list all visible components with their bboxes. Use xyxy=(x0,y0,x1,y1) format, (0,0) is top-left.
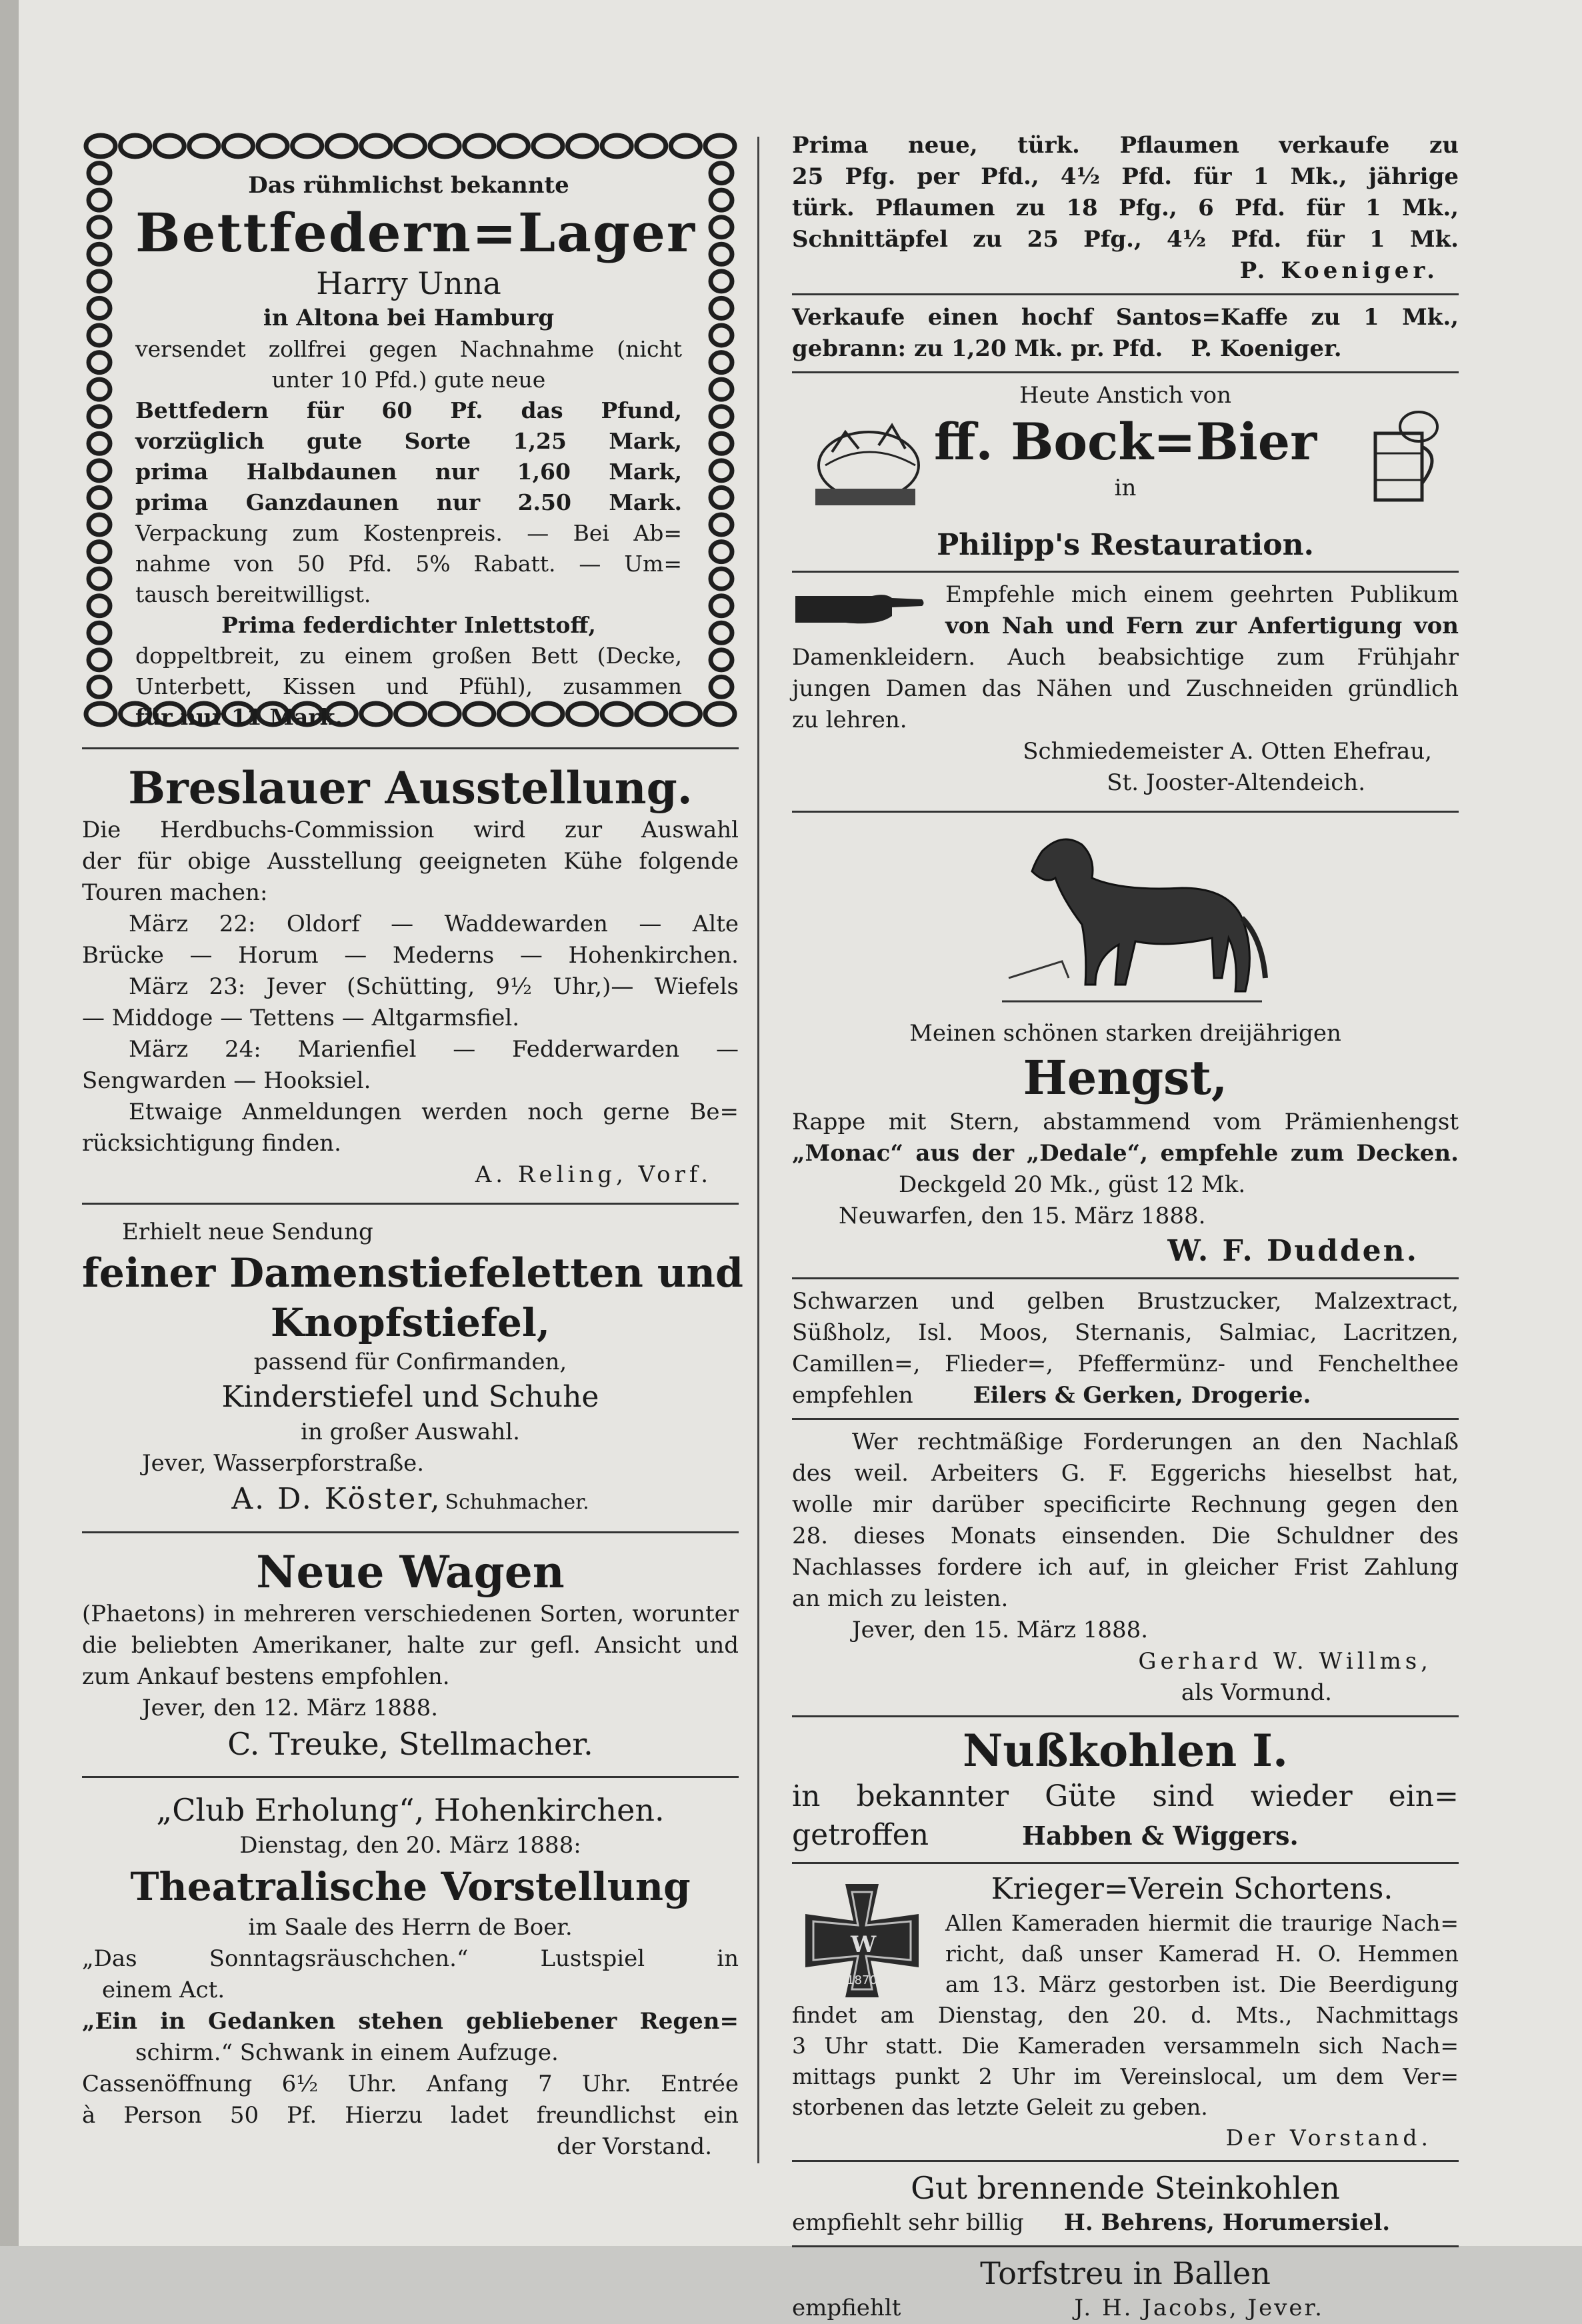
krieger-text: 3 Uhr statt. Die Kameraden versammeln sich Nach= xyxy=(792,2033,1459,2059)
koester-signature xyxy=(82,1479,739,1519)
bettfedern-ad xyxy=(82,130,739,730)
border-ring xyxy=(89,596,110,616)
club-text: à Person 50 Pf. Hierzu ladet freundlichst ein xyxy=(82,2102,739,2129)
club-signature: der Vorstand. xyxy=(557,2133,712,2160)
nuss-signature: Habben & Wiggers. xyxy=(1022,1821,1299,1851)
bett-text: Verpackung zum Kostenpreis. — Bei Ab= xyxy=(135,520,682,546)
hengst-title: Hengst, xyxy=(1023,1050,1228,1105)
club-date: Dienstag, den 20. März 1888: xyxy=(239,1832,581,1859)
hengst-text: Deckgeld 20 Mk., güst 12 Mk. xyxy=(899,1171,1246,1198)
border-ring xyxy=(89,677,110,697)
nachlass-text: Nachlasses fordere ich auf, in gleicher Frist Zahlung xyxy=(792,1554,1459,1581)
breslau-title: Breslauer Ausstellung. xyxy=(128,762,693,814)
koester-heading: feiner Damenstiefeletten und xyxy=(82,1250,743,1297)
otten-text: jungen Damen das Nähen und Zuschneiden gründlich xyxy=(792,675,1459,702)
kaffee-ad xyxy=(792,302,1459,365)
border-ring xyxy=(711,487,732,507)
border-ring xyxy=(89,325,110,345)
newspaper-page xyxy=(19,0,1582,2321)
border-ring xyxy=(89,542,110,562)
border-ring xyxy=(189,135,219,157)
eilers-text xyxy=(792,1380,1459,1411)
breslau-text: Die Herdbuchs-Commission wird zur Auswahl xyxy=(82,817,739,843)
breslau-text: rücksichtigung finden. xyxy=(82,1130,341,1157)
krieger-text: am 13. März gestorben ist. Die Beerdigung xyxy=(945,1971,1459,1997)
border-ring xyxy=(499,135,528,157)
divider xyxy=(792,1862,1459,1864)
border-ring xyxy=(637,135,666,157)
torfstreu-ad xyxy=(792,2254,1459,2324)
wagen-title: Neue Wagen xyxy=(256,1546,565,1598)
wagen-ad xyxy=(82,1545,739,1764)
border-ring xyxy=(223,135,253,157)
border-ring xyxy=(89,515,110,535)
goat-barrel-illustration xyxy=(805,412,929,512)
krieger-text: richt, daß unser Kamerad H. O. Hemmen xyxy=(945,1941,1459,1967)
koester-ad xyxy=(82,1217,743,1519)
nachlass-ad xyxy=(792,1427,1459,1709)
krieger-ad xyxy=(792,1871,1459,2153)
pflaumen-signature: P. Koeniger. xyxy=(1239,257,1439,284)
border-ring xyxy=(711,596,732,616)
otten-text: von Nah und Fern zur Anfertigung von xyxy=(945,613,1459,639)
right-column xyxy=(792,130,1459,2324)
krieger-text: storbenen das letzte Geleit zu geben. xyxy=(792,2094,1208,2120)
border-ring xyxy=(533,135,563,157)
border-ring xyxy=(711,298,732,318)
adjacent-page-edge xyxy=(0,0,21,2246)
border-ring xyxy=(711,271,732,291)
club-name: „Club Erholung“, Hohenkirchen. xyxy=(156,1792,665,1828)
club-venue: im Saale des Herrn de Boer. xyxy=(248,1914,573,1941)
bett-price-line: Bettfedern für 60 Pf. das Pfund, xyxy=(135,397,682,423)
divider xyxy=(792,1418,1459,1420)
divider xyxy=(82,1203,739,1205)
bock-venue: Philipp's Restauration. xyxy=(937,528,1314,562)
kaffee-price: gebrann: zu 1,20 Mk. pr. Pfd. xyxy=(792,335,1163,362)
divider xyxy=(792,811,1459,813)
border-ring xyxy=(89,271,110,291)
breslau-tour: Brücke — Horum — Mederns — Hohenkirchen. xyxy=(82,942,739,969)
beer-stein-illustration xyxy=(1365,407,1445,507)
nachlass-text: 28. dieses Monats einsenden. Die Schuldner des xyxy=(792,1523,1459,1549)
border-ring xyxy=(155,135,184,157)
left-column xyxy=(82,130,743,2163)
border-ring xyxy=(711,569,732,589)
border-ring xyxy=(430,135,459,157)
breslau-tour: März 23: Jever (Schütting, 9½ Uhr,)— Wiefels xyxy=(129,973,739,1000)
border-ring xyxy=(711,244,732,264)
divider xyxy=(792,1715,1459,1717)
nachlass-date: Jever, den 15. März 1888. xyxy=(852,1617,1149,1643)
border-ring xyxy=(361,135,391,157)
wagen-signature: C. Treuke, Stellmacher. xyxy=(227,1726,593,1762)
border-ring xyxy=(396,135,425,157)
kohlen-text: empfiehlt sehr billig xyxy=(792,2209,1024,2236)
border-ring xyxy=(89,433,110,453)
wagen-text: zum Ankauf bestens empfohlen. xyxy=(82,1663,450,1690)
pflaumen-text: Schnittäpfel zu 25 Pfg., 4½ Pfd. für 1 Mk. xyxy=(792,226,1459,253)
eilers-text: Süßholz, Isl. Moos, Sternanis, Salmiac, Lacritzen, xyxy=(792,1319,1459,1346)
border-ring xyxy=(89,650,110,670)
border-ring xyxy=(258,135,287,157)
breslau-tour: — Middoge — Tettens — Altgarmsfiel. xyxy=(82,1005,520,1031)
border-ring xyxy=(711,433,732,453)
border-ring xyxy=(89,407,110,427)
kaffee-text xyxy=(792,333,1459,365)
nachlass-text: an mich zu leisten. xyxy=(792,1585,1009,1612)
club-text: „Ein in Gedanken stehen gebliebener Regen= xyxy=(82,2008,739,2035)
bock-title: ff. Bock=Bier xyxy=(933,412,1317,471)
nachlass-role: als Vormund. xyxy=(1181,1679,1332,1706)
hengst-text: „Monac“ aus der „Dedale“, empfehle zum Decken. xyxy=(792,1140,1459,1167)
steinkohlen-ad xyxy=(792,2169,1459,2239)
bett-text: doppeltbreit, zu einem großen Bett (Decke, xyxy=(135,643,682,669)
kohlen-signature: H. Behrens, Horumersiel. xyxy=(1063,2209,1391,2236)
eilers-recommend: empfehlen xyxy=(792,1382,913,1409)
divider xyxy=(792,1277,1459,1279)
hengst-signature: W. F. Dudden. xyxy=(1167,1234,1419,1268)
otten-address: St. Jooster-Altendeich. xyxy=(1107,769,1365,796)
divider xyxy=(792,371,1459,373)
bett-text: Unterbett, Kissen und Pfühl), zusammen xyxy=(135,673,682,699)
bett-location: in Altona bei Hamburg xyxy=(263,305,555,331)
krieger-text: Allen Kameraden hiermit die traurige Nach= xyxy=(945,1910,1459,1936)
koester-text: passend für Confirmanden, xyxy=(253,1349,567,1375)
koester-heading: Knopfstiefel, xyxy=(270,1300,551,1345)
pflaumen-text: 25 Pfg. per Pfd., 4½ Pfd. für 1 Mk., jährige xyxy=(792,163,1459,190)
border-ring xyxy=(711,353,732,373)
eilers-text: Camillen=, Flieder=, Pfeffermünz- und Fenchelthee xyxy=(792,1351,1459,1377)
border-ring xyxy=(711,515,732,535)
pflaumen-ad xyxy=(792,130,1459,287)
krieger-signature: Der Vorstand. xyxy=(1225,2125,1432,2151)
border-ring xyxy=(711,650,732,670)
border-ring xyxy=(602,135,631,157)
border-ring xyxy=(465,135,494,157)
nachlass-text: des weil. Arbeiters G. F. Eggerichs hieselbst hat, xyxy=(792,1460,1459,1487)
border-ring xyxy=(293,135,322,157)
otten-text: zu lehren. xyxy=(792,707,907,733)
bett-inlett: Prima federdichter Inlettstoff, xyxy=(221,612,596,638)
cross-year: 1870 xyxy=(847,1973,877,1987)
border-ring xyxy=(711,623,732,643)
border-ring xyxy=(89,244,110,264)
hengst-date: Neuwarfen, den 15. März 1888. xyxy=(839,1203,1206,1229)
border-ring xyxy=(671,135,700,157)
koester-heading: Kinderstiefel und Schuhe xyxy=(221,1380,599,1414)
kaffee-text: Verkaufe einen hochf Santos=Kaffe zu 1 Mk., xyxy=(792,304,1459,331)
border-ring xyxy=(711,379,732,399)
wagen-date: Jever, den 12. März 1888. xyxy=(142,1695,439,1721)
border-ring xyxy=(89,190,110,210)
border-ring xyxy=(121,135,150,157)
bett-text: für nur 11 Mark. xyxy=(135,704,343,730)
border-ring xyxy=(89,487,110,507)
border-ring xyxy=(711,190,732,210)
otten-text: Empfehle mich einem geehrten Publikum xyxy=(945,581,1459,608)
bett-price-line: prima Halbdaunen nur 1,60 Mark, xyxy=(135,459,682,485)
border-ring xyxy=(711,461,732,481)
koester-address: Jever, Wasserpforstraße. xyxy=(142,1450,425,1477)
eilers-text: Schwarzen und gelben Brustzucker, Malzextract, xyxy=(792,1288,1459,1315)
divider xyxy=(792,571,1459,573)
hengst-ad xyxy=(792,825,1459,1271)
eilers-signature: Eilers & Gerken, Drogerie. xyxy=(973,1382,1311,1409)
border-ring xyxy=(711,325,732,345)
border-ring xyxy=(711,407,732,427)
divider xyxy=(82,1531,739,1533)
border-ring xyxy=(89,353,110,373)
border-ring xyxy=(89,379,110,399)
torf-text: empfiehlt xyxy=(792,2295,901,2321)
divider xyxy=(792,2160,1459,2162)
wagen-text: (Phaetons) in mehreren verschiedenen Sorten, worunter xyxy=(82,1601,739,1627)
club-ad xyxy=(82,1790,739,2163)
koester-name: A. D. Köster, xyxy=(231,1482,442,1516)
pflaumen-text: türk. Pflaumen zu 18 Pfg., 6 Pfd. für 1 Mk., xyxy=(792,195,1459,221)
krieger-text: findet am Dienstag, den 20. d. Mts., Nachmittags xyxy=(792,2002,1459,2028)
bett-company: Harry Unna xyxy=(316,265,501,301)
border-ring xyxy=(89,163,110,183)
koester-trade: Schuhmacher. xyxy=(445,1491,589,1514)
divider xyxy=(82,747,739,749)
torf-title: Torfstreu in Ballen xyxy=(980,2255,1271,2291)
border-ring xyxy=(89,623,110,643)
border-ring xyxy=(568,135,597,157)
border-ring xyxy=(711,217,732,237)
breslau-text: Etwaige Anmeldungen werden noch gerne Be= xyxy=(129,1099,739,1125)
iron-cross-icon xyxy=(799,1877,925,2004)
breslau-text: Touren machen: xyxy=(82,879,268,906)
bett-text: unter 10 Pfd.) gute neue xyxy=(271,367,546,393)
column-divider xyxy=(757,137,759,2163)
border-ring xyxy=(705,135,735,157)
border-ring xyxy=(86,703,115,725)
divider xyxy=(82,1776,739,1778)
bett-title: Bettfedern=Lager xyxy=(135,201,696,264)
pflaumen-text: Prima neue, türk. Pflaumen verkaufe zu xyxy=(792,132,1459,159)
kaffee-signature: P. Koeniger. xyxy=(1191,335,1342,362)
nachlass-signature: Gerhard W. Willms, xyxy=(1138,1648,1432,1675)
otten-signature: Schmiedemeister A. Otten Ehefrau, xyxy=(1023,738,1432,765)
bockbier-ad xyxy=(792,380,1459,527)
koester-intro: Erhielt neue Sendung xyxy=(122,1219,373,1245)
wagen-text: die beliebten Amerikaner, halte zur gefl. Ansicht und xyxy=(82,1632,739,1659)
krieger-title: Krieger=Verein Schortens. xyxy=(991,1872,1393,1906)
divider xyxy=(792,2245,1459,2247)
hengst-text: Rappe mit Stern, abstammend vom Prämienhengst xyxy=(792,1109,1459,1135)
border-ring xyxy=(711,542,732,562)
breslau-signature: A. Reling, Vorf. xyxy=(475,1161,712,1188)
club-text: Cassenöffnung 6½ Uhr. Anfang 7 Uhr. Entrée xyxy=(82,2071,739,2097)
breslau-tour: Sengwarden — Hooksiel. xyxy=(82,1067,371,1094)
nusskohlen-ad xyxy=(792,1724,1459,1855)
border-ring xyxy=(89,461,110,481)
nuss-title: Nußkohlen I. xyxy=(962,1725,1289,1777)
club-text: einem Act. xyxy=(102,1977,225,2003)
nuss-text: in bekannter Güte sind wieder ein= xyxy=(792,1779,1459,1813)
breslau-tour: März 24: Marienfiel — Fedderwarden — xyxy=(129,1036,739,1063)
koester-text: in großer Auswahl. xyxy=(301,1419,520,1445)
horse-illustration xyxy=(982,825,1269,1018)
bett-text: versendet zollfrei gegen Nachnahme (nicht xyxy=(135,336,682,362)
nachlass-text: wolle mir darüber specificirte Rechnung gegen den xyxy=(792,1491,1459,1518)
border-ring xyxy=(711,163,732,183)
border-ring xyxy=(705,703,735,725)
bock-intro: Heute Anstich von xyxy=(1019,382,1232,409)
border-ring xyxy=(89,217,110,237)
nachlass-text: Wer rechtmäßige Forderungen an den Nachlaß xyxy=(852,1429,1459,1455)
border-ring xyxy=(86,135,115,157)
bett-text: nahme von 50 Pfd. 5% Rabatt. — Um= xyxy=(135,551,682,577)
pointing-hand-icon xyxy=(792,579,925,633)
otten-text: Damenkleidern. Auch beabsichtige zum Frühjahr xyxy=(792,644,1459,671)
eilers-ad xyxy=(792,1286,1459,1411)
nuss-text: getroffen xyxy=(792,1818,929,1852)
bett-intro: Das rühmlichst bekannte xyxy=(248,172,569,199)
border-ring xyxy=(89,298,110,318)
kohlen-title: Gut brennende Steinkohlen xyxy=(911,2170,1340,2206)
krieger-text: mittags punkt 2 Uhr im Vereinslocal, um dem Ver= xyxy=(792,2063,1459,2089)
border-ring xyxy=(89,569,110,589)
border-ring xyxy=(711,677,732,697)
breslau-text: der für obige Ausstellung geeigneten Kühe folgende xyxy=(82,848,739,875)
club-text: schirm.“ Schwank in einem Aufzuge. xyxy=(135,2039,559,2066)
cross-initial: W xyxy=(851,1931,877,1958)
bett-price-line: prima Ganzdaunen nur 2.50 Mark. xyxy=(135,489,682,515)
club-event: Theatralische Vorstellung xyxy=(130,1864,691,1909)
torf-signature: J. H. Jacobs, Jever. xyxy=(1074,2295,1324,2321)
divider xyxy=(792,293,1459,295)
bett-text: tausch bereitwilligst. xyxy=(135,581,371,607)
breslau-tour: März 22: Oldorf — Waddewarden — Alte xyxy=(129,911,739,937)
bett-price-line: vorzüglich gute Sorte 1,25 Mark, xyxy=(135,428,682,454)
border-ring xyxy=(327,135,356,157)
hengst-intro: Meinen schönen starken dreijährigen xyxy=(909,1020,1341,1047)
club-text: „Das Sonntagsräuschchen.“ Lustspiel in xyxy=(82,1945,739,1972)
bock-in: in xyxy=(1114,475,1137,501)
otten-ad xyxy=(792,579,1459,799)
breslau-ad xyxy=(82,761,739,1191)
